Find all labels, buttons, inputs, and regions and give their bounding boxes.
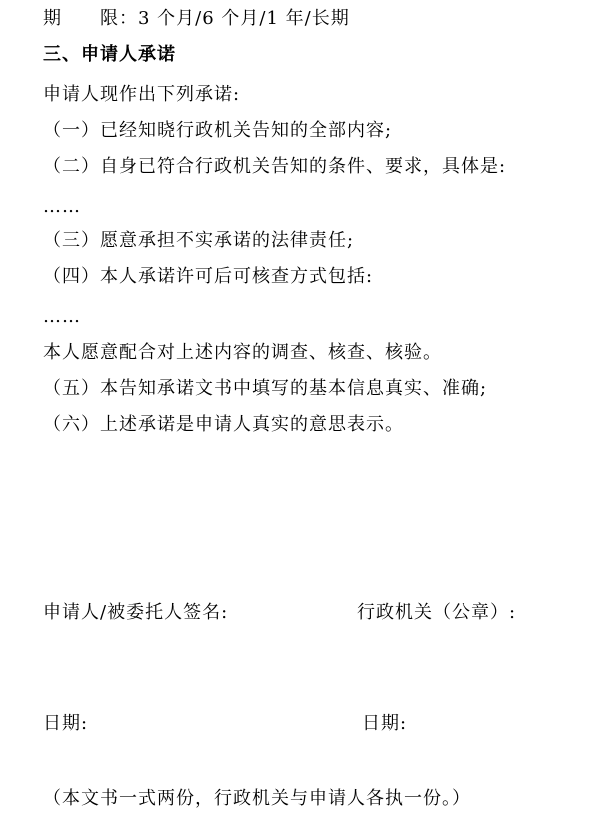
applicant-date-label: 日期:	[43, 713, 89, 734]
commitment-item-3: （三）愿意承担不实承诺的法律责任;	[43, 230, 355, 251]
commitment-item-1: （一）已经知晓行政机关告知的全部内容;	[43, 120, 393, 141]
commitment-intro: 申请人现作出下列承诺:	[43, 84, 241, 105]
commitment-item-4: （四）本人承诺许可后可核查方式包括:	[43, 266, 374, 287]
commitment-ellipsis-1: ……	[43, 196, 81, 217]
footnote: （本文书一式两份，行政机关与申请人各执一份。）	[43, 788, 471, 809]
term-line: 期 限：3 个月/6 个月/1 年/长期	[43, 8, 350, 29]
commitment-cooperation: 本人愿意配合对上述内容的调查、核查、核验。	[43, 342, 442, 363]
commitment-item-6: （六）上述承诺是申请人真实的意思表示。	[43, 414, 404, 435]
commitment-ellipsis-2: ……	[43, 306, 81, 327]
section-title: 三、申请人承诺	[43, 44, 176, 65]
commitment-item-5: （五）本告知承诺文书中填写的基本信息真实、准确;	[43, 378, 488, 399]
applicant-signature-label: 申请人/被委托人签名:	[43, 602, 229, 623]
agency-seal-label: 行政机关（公章）:	[357, 602, 517, 623]
commitment-item-2: （二）自身已符合行政机关告知的条件、要求，具体是:	[43, 156, 507, 177]
agency-date-label: 日期:	[362, 713, 408, 734]
